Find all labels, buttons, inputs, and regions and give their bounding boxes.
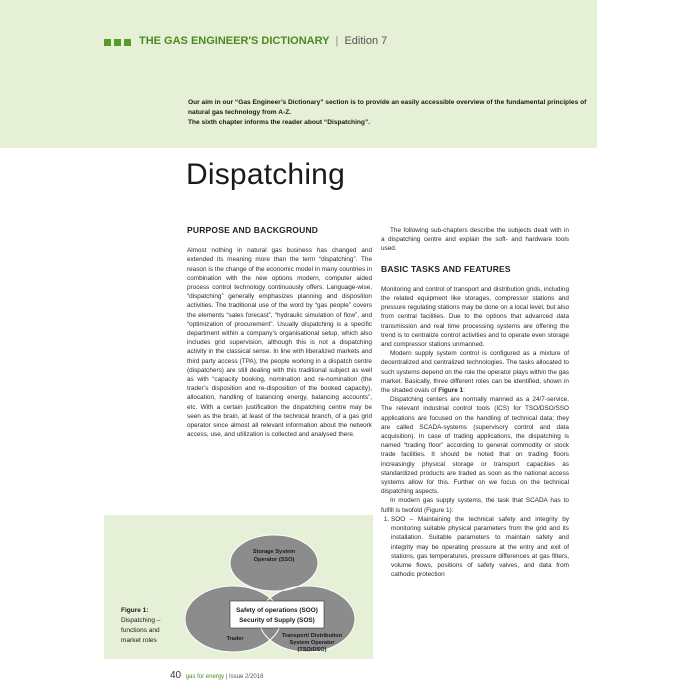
caption-label: Figure 1: bbox=[121, 607, 149, 614]
left-column bbox=[187, 226, 372, 439]
task-list bbox=[381, 515, 569, 579]
intro-text bbox=[188, 98, 588, 128]
issue-label: | Issue 2/2018 bbox=[225, 674, 264, 680]
intro-line-2: The sixth chapter informs the reader about “Dispatching”. bbox=[188, 119, 371, 126]
series-header bbox=[139, 35, 387, 47]
transport-label-2: System Operator bbox=[289, 640, 335, 646]
paragraph: The following sub-chapters describe the subjects dealt with in a dispatching centre and explain the soft- and hardware tools used. bbox=[381, 227, 569, 253]
trader-label: Trader bbox=[226, 636, 244, 642]
right-column bbox=[381, 226, 569, 579]
caption-text: Dispatching – functions and market roles bbox=[121, 617, 161, 644]
figure-caption bbox=[121, 606, 173, 646]
transport-label-3: (TSO/DSO) bbox=[297, 647, 327, 653]
list-item: 1. SOO – Maintaining the technical safety and integrity by monitoring suitable physical parameters from the grid and its installation. Suitable parameters to maintain safety and integrity may be operating pressure at the entry and exit of stations, gas temperatures, pressure differences at gas filters, volume flows, positions of safety valves, and data from cathodic protection bbox=[391, 515, 569, 579]
paragraph: Dispatching centers are normally manned as a 24/7-service. The relevant industrial control tools (ICS) for TSO/DSO/SSO applications are focused on the handling of technical data; they are called SCADA-systems (supervisory control and data acquisition). In case of trading applications, the dispatching is named “trading floor” according to general commodity or stock trade facilities. It should be noted that on trading floors increasingly physical storage or transport capacities as standardized products are traded as soon as the national access systems allow for this. Further on we focus on the technical dispatching aspects. bbox=[381, 396, 569, 496]
header-squares-icon bbox=[104, 39, 131, 46]
paragraph: Almost nothing in natural gas business has changed and extended its meaning more than the term “dispatching”. The reason is the change of the economic model in many countries in combination with the new options modern, computer aided process control technology continuously offers. Language-wise, “dispatching” generally emphasizes planning and disposition activities. The traditional use of the word by “gas people” covers the elements “sales forecast”, “hydraulic simulation of flow”, and “optimization of procurement”. Usually dispatching is a specific department within a company’s organisational setup, which also includes grid supervision, although this is not a dispatching activity in the classical sense. In line with liberalized markets and third party access (TPA), the people working in a dispatch centre (dispatchers) are still dealing with this traditional subject as well as with “capacity booking, nomination and re-nomination (the trader’s disposition and re-disposition of the booked capacity), allocation, handling of balancing energy, balancing accounts”, etc. With a certain justification the dispatching centre may be seen as the brain, at least of the technical branch, of a gas grid operator since almost all relevant information about the network access, use, and utilization is collected and analysed there. bbox=[187, 247, 372, 439]
center-label-2: Security of Supply (SOS) bbox=[239, 617, 315, 624]
paragraph: In modern gas supply systems, the task that SCADA has to fulfill is twofold (Figure 1): bbox=[381, 497, 569, 514]
paragraph: Monitoring and control of transport and distribution grids, including the related equipment like storages, compressor stations and pressure regulating stations may be done on a local level, but also from central facilities. Due to the options that advanced data transmission and real time processing systems are offering the trend is to centralize control activities and to operate even storage and compressor stations unmanned. bbox=[381, 285, 569, 349]
page-number: 40 bbox=[170, 670, 182, 681]
storage-label-1: Storage System bbox=[252, 549, 296, 555]
center-label-1: Safety of operations (SOO) bbox=[236, 607, 318, 614]
header-separator: | bbox=[335, 35, 339, 47]
storage-label-2: Operator (SSO) bbox=[253, 557, 295, 563]
page-title: Dispatching bbox=[186, 158, 345, 191]
figure-reference: Figure 1 bbox=[438, 387, 464, 395]
paragraph: Modern supply system control is configured as a mixture of decentralized and centralized technologies. The tasks allocated to such systems depend on the role the operator plays within the gas market. Basically, three different roles can be identified, shown in the shaded ovals of Figure 1: bbox=[381, 350, 569, 395]
magazine-name: gas for energy bbox=[185, 674, 225, 680]
edition-label: Edition 7 bbox=[344, 35, 388, 47]
transport-label-1: Transport/ Distribution bbox=[281, 633, 343, 639]
intro-line-1: Our aim in our “Gas Engineer’s Dictionary” section is to provide an easily accessible overview of the fundamental principles of natural gas technology from A-Z. bbox=[188, 99, 587, 116]
page-footer bbox=[170, 670, 263, 681]
section-heading-purpose: PURPOSE AND BACKGROUND bbox=[187, 225, 319, 235]
dictionary-title: THE GAS ENGINEER'S DICTIONARY bbox=[139, 35, 330, 47]
section-heading-basic-tasks: BASIC TASKS AND FEATURES bbox=[381, 263, 511, 274]
